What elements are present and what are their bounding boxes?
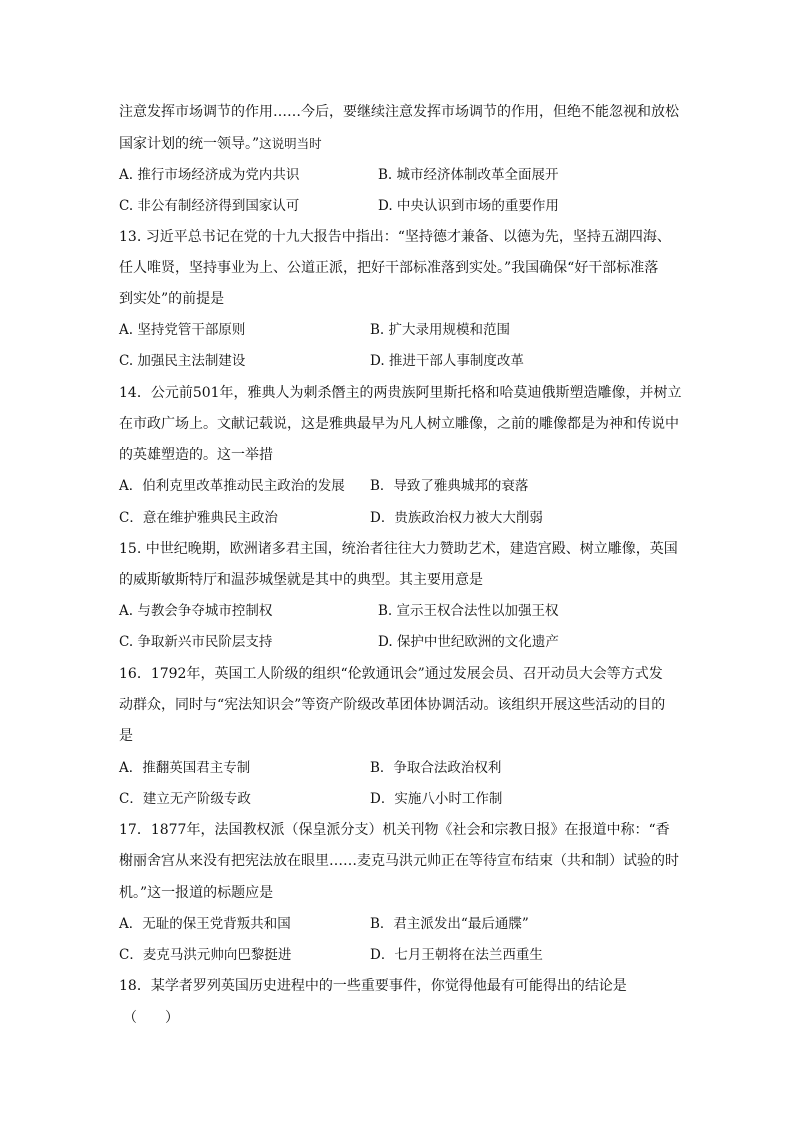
q13-option-a: A. 坚持党管干部原则 bbox=[119, 322, 246, 338]
intro-line-2 bbox=[119, 135, 322, 153]
q14-option-b: B．导致了雅典城邦的衰落 bbox=[370, 478, 529, 494]
q15-option-a: A. 与教会争夺城市控制权 bbox=[119, 603, 273, 619]
q15-option-b: B. 宣示王权合法性以加强王权 bbox=[378, 603, 559, 619]
q15-line-2: 的威斯敏斯特厅和温莎城堡就是其中的典型。其主要用意是 bbox=[119, 572, 483, 588]
q13-option-c: C. 加强民主法制建设 bbox=[119, 353, 246, 369]
q13-line-1: 13. 习近平总书记在党的十九大报告中指出：“坚持德才兼备、以德为先，坚持五湖四海、 bbox=[119, 229, 671, 245]
q17-line-3: 机。”这一报道的标题应是 bbox=[119, 885, 274, 901]
q16-line-3: 是 bbox=[119, 728, 133, 744]
q17-option-a: A．无耻的保王党背叛共和国 bbox=[119, 916, 291, 932]
q13-line-2: 任人唯贤，坚持事业为上、公道正派，把好干部标准落到实处。”我国确保“好干部标准落 bbox=[119, 260, 659, 276]
q18-line-1: 18．某学者罗列英国历史进程中的一些重要事件，你觉得他最有可能得出的结论是 bbox=[119, 978, 627, 994]
q14-option-d: D．贵族政治权力被大大削弱 bbox=[370, 510, 543, 526]
q16-line-1: 16．1792年，英国工人阶级的组织“伦敦通讯会”通过发展会员、召开动员大会等方式发 bbox=[119, 666, 663, 682]
q12-option-d: D. 中央认识到市场的重要作用 bbox=[378, 198, 559, 214]
q13-option-b: B. 扩大录用规模和范围 bbox=[370, 322, 511, 338]
q14-line-2: 在市政广场上。文献记载说，这是雅典最早为凡人树立雕像，之前的雕像都是为神和传说中 bbox=[119, 416, 679, 432]
intro-line-1: 注意发挥市场调节的作用……今后，要继续注意发挥市场调节的作用，但绝不能忽视和放松 bbox=[119, 104, 679, 120]
q17-line-1: 17．1877年，法国教权派（保皇派分支）机关刊物《社会和宗教日报》在报道中称：“香 bbox=[119, 822, 670, 838]
q15-line-1: 15. 中世纪晚期，欧洲诸多君主国，统治者往往大力赞助艺术，建造宫殿、树立雕像，英国 bbox=[119, 541, 678, 557]
q14-option-a: A．伯利克里改革推动民主政治的发展 bbox=[119, 478, 345, 494]
q13-option-d: D. 推进干部人事制度改革 bbox=[370, 353, 524, 369]
q16-option-c: C．建立无产阶级专政 bbox=[119, 791, 251, 807]
q18-answer-bracket: （ ） bbox=[123, 1010, 179, 1026]
q12-option-c: C. 非公有制经济得到国家认可 bbox=[119, 198, 300, 214]
q14-option-c: C．意在维护雅典民主政治 bbox=[119, 510, 278, 526]
q13-line-3: 到实处”的前提是 bbox=[119, 291, 225, 307]
q15-option-c: C. 争取新兴市民阶层支持 bbox=[119, 634, 273, 650]
intro-line-2-text: 国家计划的统一领导。” bbox=[119, 136, 260, 152]
q14-line-3: 的英雄塑造的。这一举措 bbox=[119, 447, 273, 463]
q12-option-b: B. 城市经济体制改革全面展开 bbox=[378, 167, 559, 183]
q16-option-a: A．推翻英国君主专制 bbox=[119, 760, 251, 776]
q16-option-b: B．争取合法政治权利 bbox=[370, 760, 502, 776]
intro-line-2-tail: 这说明当时 bbox=[259, 136, 322, 151]
q16-option-d: D．实施八小时工作制 bbox=[370, 791, 503, 807]
q17-option-d: D．七月王朝将在法兰西重生 bbox=[370, 947, 543, 963]
q17-line-2: 榭丽舍宫从来没有把宪法放在眼里……麦克马洪元帅正在等待宣布结束（共和制）试验的时 bbox=[119, 853, 679, 869]
q15-option-d: D. 保护中世纪欧洲的文化遗产 bbox=[378, 634, 559, 650]
q14-line-1: 14．公元前501年，雅典人为刺杀僭主的两贵族阿里斯托格和哈莫迪俄斯塑造雕像，并树立 bbox=[119, 385, 682, 401]
q17-option-c: C．麦克马洪元帅向巴黎挺进 bbox=[119, 947, 292, 963]
q16-line-2: 动群众，同时与“宪法知识会”等资产阶级改革团体协调活动。该组织开展这些活动的目的 bbox=[119, 697, 666, 713]
q12-option-a: A. 推行市场经济成为党内共识 bbox=[119, 167, 300, 183]
q17-option-b: B．君主派发出“最后通牒” bbox=[370, 916, 529, 932]
